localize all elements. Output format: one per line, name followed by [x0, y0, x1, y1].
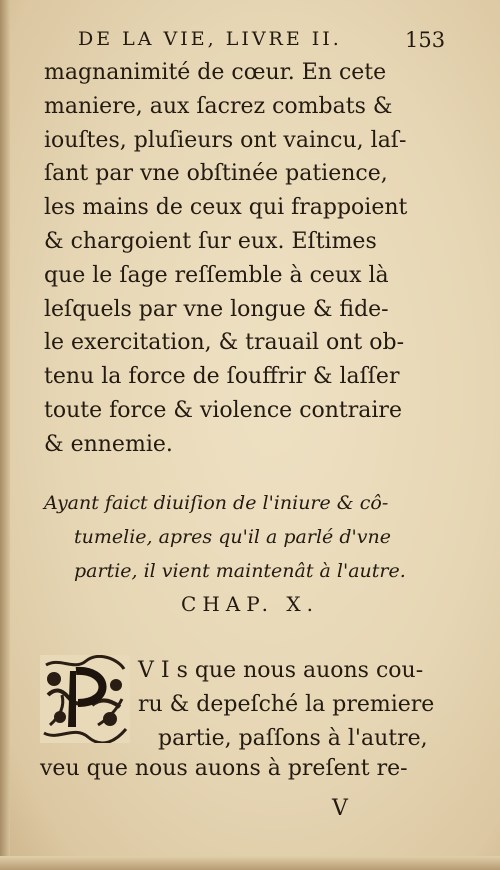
running-head-title: DE LA VIE, LIVRE II. [78, 28, 342, 50]
text-line: tenu la force de ſouffrir & laſſer [44, 364, 400, 390]
text-line: ru & depeſché la premiere [138, 692, 435, 717]
summary-line: tumelie, apres qu'il a parlé d'vne [74, 526, 391, 548]
page-edge-bottom [0, 856, 500, 870]
text-line: les mains de ceux qui frappoient [44, 195, 408, 221]
ornamental-initial-icon [40, 655, 130, 743]
summary-line: Ayant faict diuiſion de l'iniure & cô- [44, 492, 389, 514]
page-edge-left [0, 0, 10, 870]
text-line: toute force & violence contraire [44, 397, 402, 423]
text-line: V I s que nous auons cou- [138, 658, 424, 683]
summary-line: partie, il vient maintenât à l'autre. [74, 560, 406, 582]
text-line: partie, paſſons à l'autre, [158, 726, 428, 751]
text-line: iouſtes, pluſieurs ont vaincu, laſ- [44, 127, 407, 153]
text-line: le exercitation, & trauail ont ob- [44, 330, 405, 356]
text-line: ſant par vne obſtinée patience, [44, 161, 388, 187]
text-line: & ennemie. [44, 431, 173, 457]
opening-paragraph [138, 654, 438, 756]
text-line: veu que nous auons à preſent re- [40, 756, 408, 781]
chapter-heading: CHAP. X. [181, 592, 319, 616]
ornamental-initial-p [40, 655, 130, 743]
text-line: leſquels par vne longue & fide- [44, 296, 389, 322]
signature-mark: V [332, 796, 348, 821]
page-number: 153 [405, 28, 446, 52]
text-line: & chargoient ſur eux. Eſtimes [44, 228, 377, 254]
running-head [0, 24, 500, 58]
text-line: que le ſage reſſemble à ceux là [44, 262, 389, 288]
body-paragraph [44, 56, 444, 462]
text-line: maniere, aux ſacrez combats & [44, 93, 393, 119]
text-line: magnanimité de cœur. En cete [44, 60, 387, 85]
chapter-summary [44, 486, 444, 588]
